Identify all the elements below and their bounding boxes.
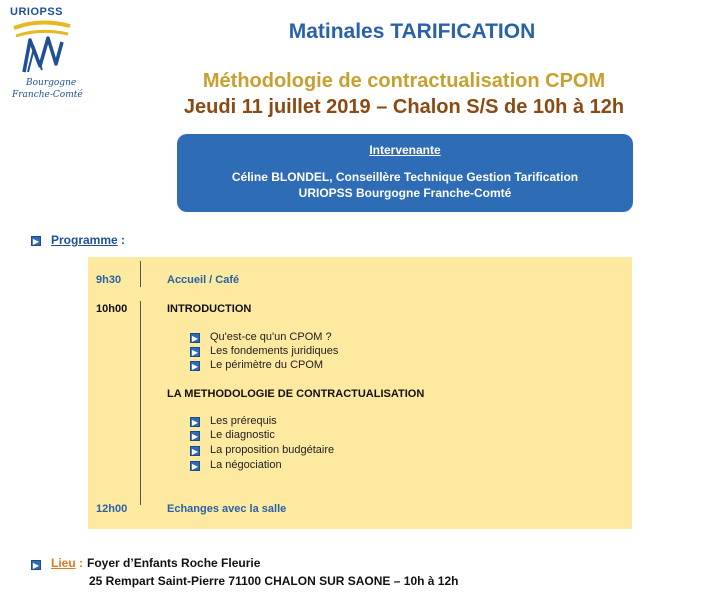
arrow-right-icon: ▶ (191, 362, 199, 371)
arrow-right-icon: ▶ (191, 418, 199, 427)
location-colon: : (75, 556, 84, 570)
logo-region-line2: Franche-Comté (12, 90, 83, 100)
arrow-right-icon: ▶ (191, 334, 199, 343)
arrow-right-icon: ▶ (32, 561, 40, 570)
section-title: LA METHODOLOGIE DE CONTRACTUALISATION (167, 388, 425, 400)
list-item: ▶ La négociation (191, 459, 282, 471)
programme-heading (31, 233, 125, 247)
arrow-right-icon: ▶ (191, 432, 199, 441)
arrow-right-icon: ▶ (191, 462, 199, 471)
location-address: 25 Rempart Saint-Pierre 71100 CHALON SUR SAONE – 10h à 12h (89, 574, 459, 588)
location-venue: Foyer d’Enfants Roche Fleurie (87, 556, 261, 570)
list-item: ▶ Le périmètre du CPOM (191, 359, 324, 371)
slot-time: 12h00 (96, 503, 128, 515)
slot-time: 9h30 (96, 274, 122, 286)
list-item: ▶ Qu'est-ce qu'un CPOM ? (191, 331, 332, 343)
logo-name: URIOPSS (10, 6, 64, 18)
page-subtitle: Méthodologie de contractualisation CPOM (202, 70, 606, 92)
speaker-name: Céline BLONDEL, Conseillère Technique Gestion Tarification (231, 170, 579, 184)
speaker-organisation: URIOPSS Bourgogne Franche-Comté (298, 186, 512, 200)
programme-colon: : (117, 233, 126, 247)
location-row (31, 556, 260, 570)
arrow-right-icon: ▶ (32, 237, 40, 246)
page-title: Matinales TARIFICATION (288, 20, 536, 43)
logo-region-line1: Bourgogne (26, 78, 77, 88)
section-title: INTRODUCTION (167, 303, 252, 315)
date-line: Jeudi 11 juillet 2019 – Chalon S/S de 10h à 12h (183, 96, 625, 118)
list-item: ▶ Le diagnostic (191, 429, 275, 441)
schedule-panel (88, 257, 632, 529)
slot-time: 10h00 (96, 303, 128, 315)
timeline-divider (140, 261, 141, 287)
speaker-heading: Intervenante (369, 143, 441, 157)
arrow-right-icon: ▶ (191, 348, 199, 357)
arrow-right-icon: ▶ (191, 447, 199, 456)
timeline-divider (140, 301, 141, 505)
speaker-box (177, 134, 633, 212)
location-label: Lieu (51, 556, 76, 570)
list-item: ▶ La proposition budgétaire (191, 444, 335, 456)
slot-title: Accueil / Café (167, 274, 240, 286)
list-item: ▶ Les prérequis (191, 415, 277, 427)
slot-title: Echanges avec la salle (167, 503, 287, 515)
list-item: ▶ Les fondements juridiques (191, 345, 339, 357)
programme-label: Programme (51, 233, 118, 247)
